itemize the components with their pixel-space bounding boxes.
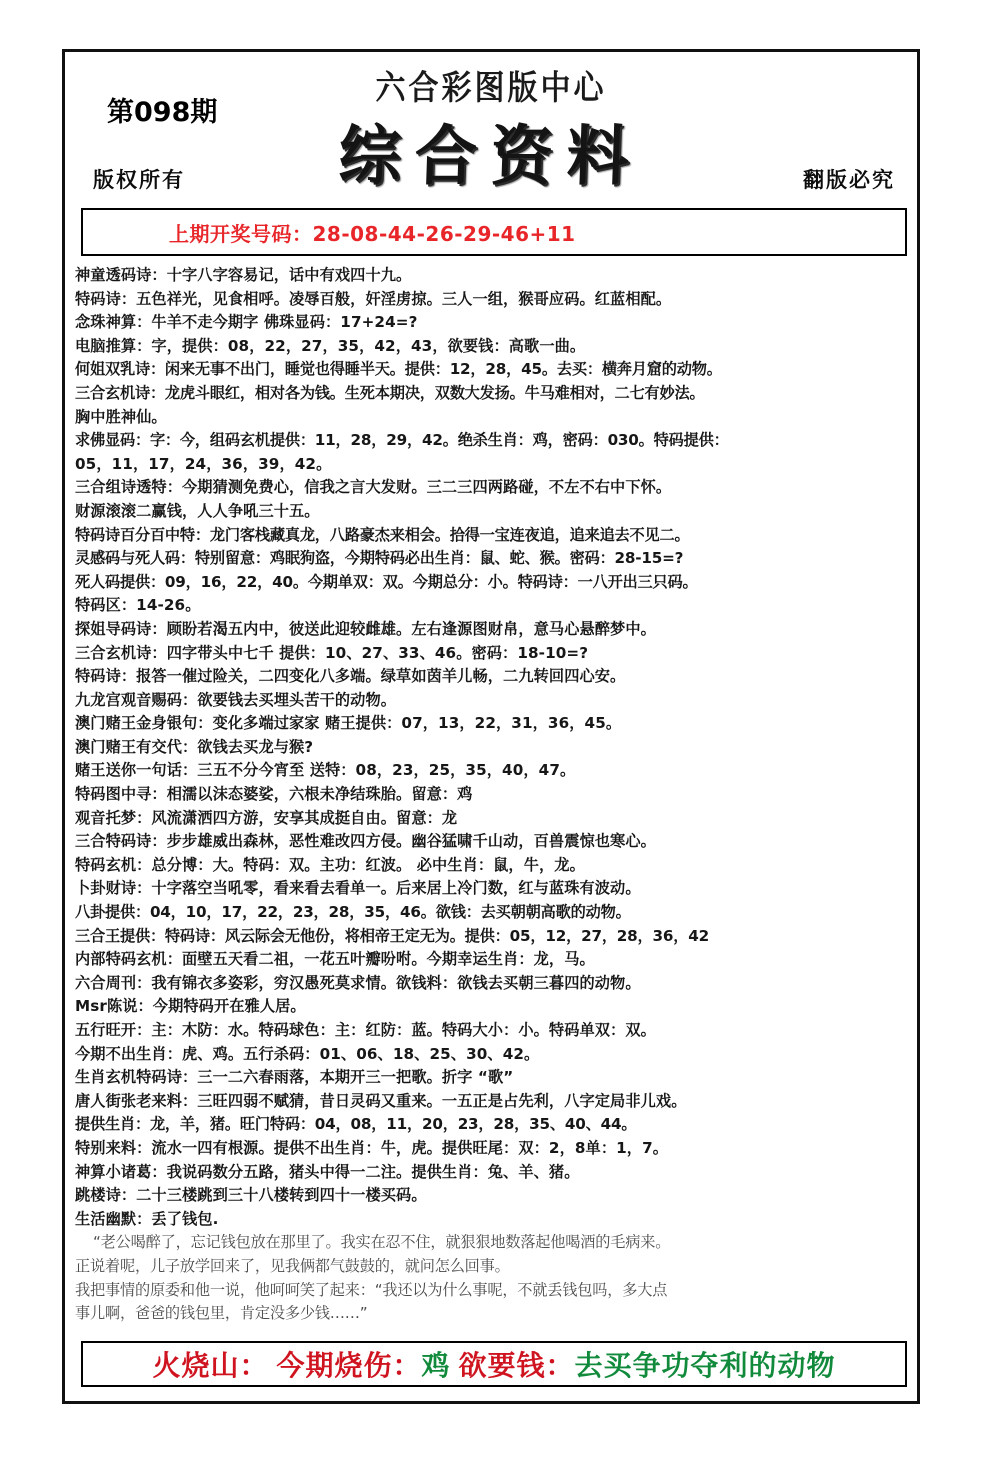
content-line: 今期不出生肖：虎、鸡。五行杀码：01、06、18、25、30、42。 <box>75 1044 540 1063</box>
content-line: 生肖玄机特码诗：三一二六春雨落，本期开三一把歌。折字 “歌” <box>75 1068 514 1087</box>
content-line: 三合特码诗：步步雄威出森林，恶性难改四方侵。幽谷猛啸千山动，百兽震惊也寒心。 <box>75 832 656 851</box>
previous-draw-box <box>81 208 907 256</box>
poster-header <box>65 52 917 200</box>
copyright-notice-left: 版权所有 <box>93 168 185 192</box>
content-line: 特码图中寻：相濡以沫态婆娑，六根未净结珠胎。留意：鸡 <box>75 785 473 804</box>
joke-line: 正说着呢，儿子放学回来了，见我俩都气鼓鼓的，就问怎么回事。 <box>75 1256 510 1275</box>
content-line: 探姐导码诗：顾盼若渴五内中，彼送此迎较雌雄。左右逢源图财帛，意马心悬醉梦中。 <box>75 619 656 638</box>
joke-line: 我把事情的原委和他一说，他呵呵笑了起来：“我还以为什么事呢，不就丢钱包吗，多大点 <box>75 1280 668 1299</box>
content-line: 求佛显码：字：今，组码玄机提供：11，28，29，42。绝杀生肖：鸡，密码：030。特码提供： <box>75 431 729 450</box>
issue-number: 第098期 <box>107 97 218 128</box>
content-line: 赌王送你一句话：三五不分今宵至 送特：08，23，25，35，40，47。 <box>75 761 576 780</box>
copyright-notice-right: 翻版必究 <box>803 168 895 192</box>
content-line: 九龙宫观音赐码：欲要钱去买埋头苦干的动物。 <box>75 690 397 709</box>
content-line: 澳门赌王金身银句：变化多端过家家 赌王提供：07，13，22，31，36，45。 <box>75 714 622 733</box>
brand-title: 六合彩图版中心 <box>375 68 607 109</box>
content-line: 提供生肖：龙，羊，猪。旺门特码：04，08，11，20，23，28，35、40、44。 <box>75 1115 637 1134</box>
content-line: 特码诗百分百中特：龙门客栈藏真龙，八路豪杰来相会。拾得一宝连夜追，追来追去不见二。 <box>75 525 690 544</box>
footer-part-4: 欲要钱： <box>458 1349 575 1382</box>
page-title: 综合资料 <box>337 117 645 195</box>
footer-part-3: 鸡 <box>421 1349 451 1382</box>
content-line: 财源滚滚二赢钱，人人争吼三十五。 <box>75 501 320 520</box>
content-line: 特码区：14-26。 <box>75 596 201 615</box>
content-line: 特码诗：五色祥光，见食相呼。凌辱百般，奸淫虏掠。三人一组，猴哥应码。红蓝相配。 <box>75 289 672 308</box>
footer-part-5: 去买争功夺利的动物 <box>574 1349 836 1382</box>
content-line: 三合玄机诗：龙虎斗眼红，相对各为钱。生死本期决，双数大发扬。牛马难相对，二七有妙法。 <box>75 383 705 402</box>
content-line: 生活幽默：丢了钱包. <box>75 1209 219 1228</box>
content-line: 观音托梦：风流潇洒四方游，安享其成挺自由。留意：龙 <box>75 808 458 827</box>
content-line: 神童透码诗：十字八字容易记，话中有戏四十九。 <box>75 266 412 284</box>
footer-banner <box>81 1341 907 1387</box>
joke-line: 事儿啊，爸爸的钱包里，肯定没多少钱……” <box>75 1304 368 1323</box>
joke-line: “老公喝醉了，忘记钱包放在那里了。我实在忍不住，就狠狠地数落起他喝酒的毛病来。 <box>93 1233 671 1252</box>
content-line: 八卦提供：04，10，17，22，23，28，35，46。欲钱：去买朝朝高歌的动物。 <box>75 903 631 922</box>
footer-part-1: 火烧山： <box>152 1349 269 1382</box>
content-line: 五行旺开：主：木防：水。特码球色：主：红防：蓝。特码大小：小。特码单双：双。 <box>75 1021 656 1039</box>
content-line: 六合周刊：我有锦衣多姿彩，穷汉愚死莫求情。欲钱料：欲钱去买朝三暮四的动物。 <box>75 973 641 992</box>
content-line: 电脑推算：字，提供：08，22，27，35，42，43，欲要钱：高歌一曲。 <box>75 336 586 355</box>
content-line: 三合组诗透特：今期猜测免费心，信我之言大发财。三二三四两路碰，不左不右中下怀。 <box>75 478 672 497</box>
content-line: 内部特码玄机：面壁五天看二祖，一花五叶瓣吩咐。今期幸运生肖：龙，马。 <box>75 950 595 969</box>
poster-sheet <box>62 49 920 1404</box>
content-line: 三合玄机诗：四字带头中七千 提供：10、27、33、46。密码：18-10=? <box>75 643 589 662</box>
content-line: 特别来料：流水一四有根源。提供不出生肖：牛，虎。提供旺尾：双：2，8单：1，7。 <box>75 1138 669 1157</box>
content-line: 灵感码与死人码：特别留意：鸡眠狗盗，今期特码必出生肖：鼠、蛇、猴。密码：28-15=? <box>75 549 684 568</box>
content-line: 唐人街张老来料：三旺四弱不赋猜，昔日灵码又重来。一五正是占先利，八字定局非儿戏。 <box>75 1091 687 1110</box>
content-line: 05，11，17，24，36，39，42。 <box>75 454 332 473</box>
content-line: 特码玄机：总分博：大。特码：双。主功：红波。 必中生肖：鼠，牛，龙。 <box>75 855 585 874</box>
content-line: 何姐双乳诗：闲来无事不出门，睡觉也得睡半天。提供：12，28，45。去买：横奔月窟的动物。 <box>75 360 722 379</box>
content-line: 澳门赌王有交代：欲钱去买龙与猴? <box>75 737 314 756</box>
content-line: 特码诗：报答一催过险关，二四变化八多端。绿草如茵羊儿畅，二九转回四心安。 <box>75 667 626 686</box>
content-line: Msr陈说：今期特码开在雅人居。 <box>75 997 306 1016</box>
content-line: 三合王提供：特码诗：风云际会无他份，将相帝王定无为。提供：05，12，27，28，36，42 <box>75 926 709 945</box>
content-line: 死人码提供：09，16，22，40。今期单双：双。今期总分：小。特码诗：一八开出三只码。 <box>75 572 698 591</box>
content-line: 胸中胜神仙。 <box>75 407 167 426</box>
content-body <box>65 264 917 1326</box>
footer-part-2: 今期烧伤： <box>276 1349 422 1382</box>
content-line: 跳楼诗：二十三楼跳到三十八楼转到四十一楼买码。 <box>75 1186 427 1205</box>
footer-banner-text <box>152 1344 835 1384</box>
previous-draw-numbers: 上期开奖号码：28-08-44-26-29-46+11 <box>169 221 576 246</box>
content-line: 念珠神算：牛羊不走今期字 佛珠显码：17+24=? <box>75 313 418 332</box>
content-line: 神算小诸葛：我说码数分五路，猪头中得一二注。提供生肖：兔、羊、猪。 <box>75 1162 580 1181</box>
content-line: 卜卦财诗：十字落空当吼零，看来看去看单一。后来居上冷门数，红与蓝珠有波动。 <box>75 879 641 898</box>
